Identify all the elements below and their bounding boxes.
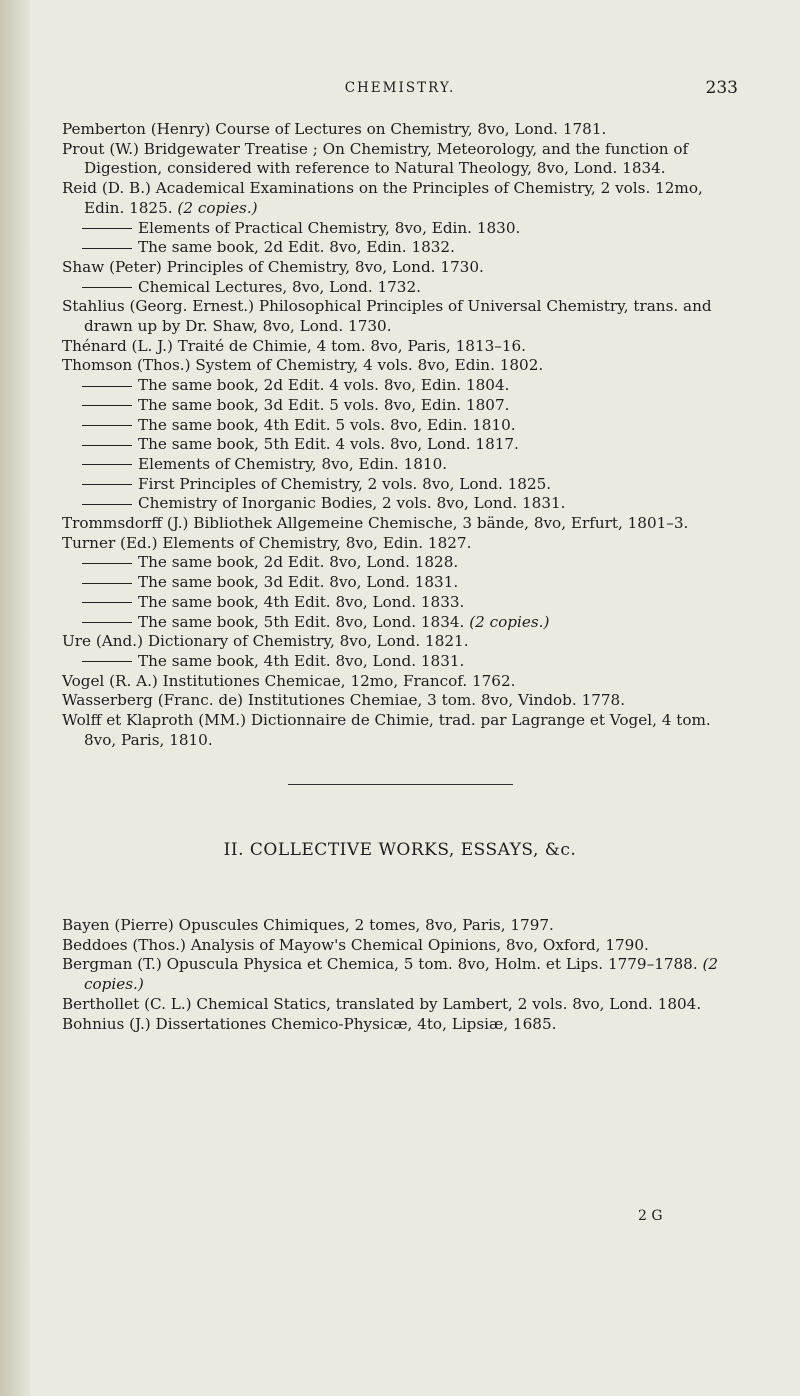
ditto-dash	[82, 583, 132, 584]
bibliography-entry	[62, 455, 738, 475]
entry-text: Elements of Practical Chemistry, 8vo, Edin. 1830.	[138, 218, 521, 237]
entry-text: Prout (W.) Bridgewater Treatise ; On Chemistry, Meteorology, and the function of Digestion, considered with reference to Natural Theology, 8vo, Lond. 1834.	[62, 139, 689, 178]
bibliography-entry	[62, 672, 738, 692]
bibliography-entry	[62, 995, 738, 1015]
bibliography-entry	[62, 553, 738, 573]
bibliography-entry	[62, 120, 738, 140]
bibliography-list	[62, 120, 738, 751]
binding-gutter	[0, 0, 30, 1396]
entry-text: Turner (Ed.) Elements of Chemistry, 8vo, Edin. 1827.	[62, 533, 472, 552]
bibliography-entry	[62, 514, 738, 534]
ditto-dash	[82, 445, 132, 446]
copies-note: (2 copies.)	[177, 198, 258, 217]
entry-text: The same book, 3d Edit. 5 vols. 8vo, Edin. 1807.	[138, 395, 510, 414]
entry-text: Trommsdorff (J.) Bibliothek Allgemeine Chemische, 3 bände, 8vo, Erfurt, 1801–3.	[62, 514, 689, 533]
entry-text: Wasserberg (Franc. de) Institutiones Chemiae, 3 tom. 8vo, Vindob. 1778.	[62, 691, 626, 710]
bibliography-entry	[62, 534, 738, 554]
running-title: CHEMISTRY.	[344, 80, 456, 96]
bibliography-entry	[62, 632, 738, 652]
entry-text: Bergman (T.) Opuscula Physica et Chemica, 5 tom. 8vo, Holm. et Lips. 1779–1788.	[62, 955, 698, 974]
entry-text: Stahlius (Georg. Ernest.) Philosophical Principles of Universal Chemistry, trans. and drawn up by Dr. Shaw, 8vo, Lond. 1730.	[62, 297, 712, 336]
bibliography-entry	[62, 691, 738, 711]
entry-text: The same book, 4th Edit. 8vo, Lond. 1833.	[138, 592, 465, 611]
entry-text: Chemistry of Inorganic Bodies, 2 vols. 8vo, Lond. 1831.	[138, 494, 566, 513]
entry-text: The same book, 5th Edit. 4 vols. 8vo, Lond. 1817.	[138, 435, 519, 454]
page-header	[62, 78, 738, 102]
bibliography-entry	[62, 573, 738, 593]
ditto-dash	[82, 386, 132, 387]
entry-text: The same book, 4th Edit. 5 vols. 8vo, Edin. 1810.	[138, 415, 516, 434]
ditto-dash	[82, 504, 132, 505]
section-heading: II. COLLECTIVE WORKS, ESSAYS, &c.	[223, 840, 577, 860]
bibliography-entry	[62, 297, 738, 336]
copies-note: (2 copies.)	[84, 955, 719, 994]
entry-text: Thénard (L. J.) Traité de Chimie, 4 tom. 8vo, Paris, 1813–16.	[62, 336, 527, 355]
ditto-dash	[82, 228, 132, 229]
entry-text: Pemberton (Henry) Course of Lectures on Chemistry, 8vo, Lond. 1781.	[62, 120, 607, 138]
bibliography-entry	[62, 376, 738, 396]
ditto-dash	[82, 484, 132, 485]
ditto-dash	[82, 287, 132, 288]
entry-text: The same book, 2d Edit. 8vo, Lond. 1828.	[138, 553, 459, 572]
bibliography-entry	[62, 613, 738, 633]
entry-text: Elements of Chemistry, 8vo, Edin. 1810.	[138, 454, 448, 473]
bibliography-entry	[62, 711, 738, 750]
bibliography-entry	[62, 278, 738, 298]
bibliography-entry	[62, 258, 738, 278]
ditto-dash	[82, 248, 132, 249]
page-number: 233	[705, 78, 738, 98]
ditto-dash	[82, 425, 132, 426]
bibliography-entry	[62, 337, 738, 357]
bibliography-entry	[62, 652, 738, 672]
entry-text: Beddoes (Thos.) Analysis of Mayow's Chemical Opinions, 8vo, Oxford, 1790.	[62, 935, 649, 954]
entry-text: Bohnius (J.) Dissertationes Chemico-Physicæ, 4to, Lipsiæ, 1685.	[62, 1014, 557, 1033]
bibliography-entry	[62, 356, 738, 376]
entry-text: First Principles of Chemistry, 2 vols. 8vo, Lond. 1825.	[138, 474, 552, 493]
ditto-dash	[82, 464, 132, 465]
bibliography-entry	[62, 955, 738, 994]
entry-text: Wolff et Klaproth (MM.) Dictionnaire de Chimie, trad. par Lagrange et Vogel, 4 tom. 8vo, Paris, 1810.	[62, 711, 711, 749]
bibliography-entry	[62, 238, 738, 258]
entry-text: Reid (D. B.) Academical Examinations on the Principles of Chemistry, 2 vols. 12mo, Edin. 1825.	[62, 179, 703, 217]
section-divider	[288, 784, 513, 785]
bibliography-entry	[62, 396, 738, 416]
ditto-dash	[82, 602, 132, 603]
bibliography-entry	[62, 475, 738, 495]
entry-text: Ure (And.) Dictionary of Chemistry, 8vo, Lond. 1821.	[62, 632, 469, 651]
entry-text: Bayen (Pierre) Opuscules Chimiques, 2 tomes, 8vo, Paris, 1797.	[62, 916, 554, 934]
entry-text: The same book, 2d Edit. 4 vols. 8vo, Edin. 1804.	[138, 376, 510, 395]
entry-text: Thomson (Thos.) System of Chemistry, 4 vols. 8vo, Edin. 1802.	[62, 356, 544, 375]
bibliography-entry	[62, 435, 738, 455]
printer-signature: 2 G	[638, 1208, 663, 1224]
copies-note: (2 copies.)	[469, 612, 550, 631]
entry-text: Shaw (Peter) Principles of Chemistry, 8vo, Lond. 1730.	[62, 257, 484, 276]
ditto-dash	[82, 661, 132, 662]
bibliography-entry	[62, 916, 738, 936]
bibliography-list-collective	[62, 916, 738, 1034]
entry-text: Chemical Lectures, 8vo, Lond. 1732.	[138, 277, 421, 296]
bibliography-entry	[62, 140, 738, 179]
bibliography-entry	[62, 1015, 738, 1035]
entry-text: Vogel (R. A.) Institutiones Chemicae, 12mo, Francof. 1762.	[62, 671, 516, 690]
ditto-dash	[82, 622, 132, 623]
bibliography-entry	[62, 179, 738, 218]
bibliography-entry	[62, 219, 738, 239]
entry-text: Berthollet (C. L.) Chemical Statics, translated by Lambert, 2 vols. 8vo, Lond. 1804.	[62, 994, 702, 1013]
entry-text: The same book, 4th Edit. 8vo, Lond. 1831.	[138, 651, 465, 670]
ditto-dash	[82, 563, 132, 564]
entry-text: The same book, 2d Edit. 8vo, Edin. 1832.	[138, 238, 455, 257]
bibliography-entry	[62, 494, 738, 514]
bibliography-entry	[62, 416, 738, 436]
ditto-dash	[82, 405, 132, 406]
bibliography-entry	[62, 593, 738, 613]
bibliography-entry	[62, 936, 738, 956]
entry-text: The same book, 5th Edit. 8vo, Lond. 1834.	[138, 612, 465, 631]
entry-text: The same book, 3d Edit. 8vo, Lond. 1831.	[138, 573, 459, 592]
